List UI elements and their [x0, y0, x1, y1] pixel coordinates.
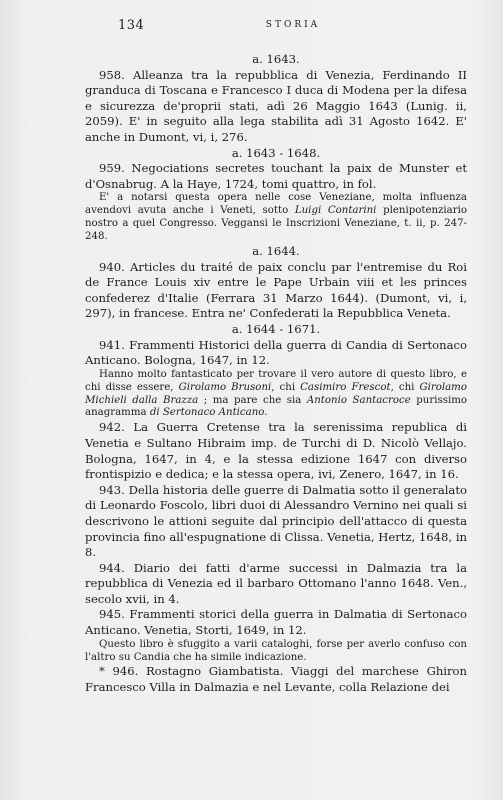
note-name: Girolamo Michieli dalla Brazza	[85, 381, 467, 406]
running-title: STORIA	[265, 20, 321, 30]
page-header	[118, 18, 468, 34]
entry-959: 959. Negociations secretes touchant la paix de Munster et d'Osnabrug. A la Haye, 1724, tomi quattro, in fol.	[85, 161, 467, 191]
entry-946: * 946. Rostagno Giambatista. Viaggi del marchese Ghiron Francesco Villa in Dalmazia e nel Levante, colla Relazione dei	[85, 664, 467, 695]
note-name: Girolamo Brusoni	[178, 381, 272, 393]
page-body	[85, 52, 467, 696]
year-heading: a. 1644 - 1671.	[231, 321, 321, 336]
entry-943: 943. Della historia delle guerre di Dalmatia sotto il generalato di Leonardo Foscolo, libri duoi di Alessandro Vernino nei quali si descrivono le attioni seguite dal principio dell'attacco di questa provincia fino all'espugnatione di Clissa. Venetia, Hertz, 1648, in 8.	[85, 482, 467, 560]
note-text: purissimo anagramma	[85, 394, 467, 419]
note-945: Questo libro è sfuggito a varii cataloghi, forse per averlo confuso con l'altro su Candia che ha simile indicazione.	[85, 638, 467, 663]
entry-940: 940. Articles du traité de paix conclu par l'entremise du Roi de France Louis xiv entre le Pape Urbain viii et les princes confederez d'Italie (Ferrara 31 Marzo 1644). (Dumont, vi, i, 297), in francese. Entra ne' Confederati la Repubblica Veneta.	[85, 259, 467, 321]
entry-941: 941. Frammenti Historici della guerra di Candia di Sertonaco Anticano. Bologna, 1647, in 12.	[85, 337, 467, 368]
note-959	[85, 192, 467, 244]
year-heading: a. 1643.	[252, 52, 300, 66]
note-text: E' a notarsi questa opera nelle cose Veneziane, molta influenza avendovi avuta anche i Veneti, sotto	[85, 192, 467, 217]
page-number: 134	[118, 18, 145, 33]
note-text: , chi	[390, 381, 420, 393]
note-941	[85, 369, 467, 421]
year-heading: a. 1643 - 1648.	[231, 145, 321, 160]
entry-942: 942. La Guerra Cretense tra la serenissima republica di Venetia e Sultano Hibraim imp. de Turchi di D. Nicolò Vellajo. Bologna, 1647, in 4, e la stessa edizione 1647 con diverso frontispizio e dedica; e la stessa opera, ivi, Zenero, 1647, in 16.	[85, 420, 467, 482]
note-text: ; ma pare che sia	[198, 394, 307, 406]
note-name: Luigi Contarini	[294, 205, 377, 217]
entry-945: 945. Frammenti storici della guerra in Dalmatia di Sertonaco Anticano. Venetia, Storti, 1649, in 12.	[85, 607, 467, 638]
note-text: , chi	[271, 381, 301, 393]
note-name: di Sertonaco Anticano.	[149, 407, 268, 419]
note-text: Hanno molto fantasticato per trovare il vero autore di questo libro, e chi disse essere,	[85, 368, 467, 393]
year-heading: a. 1644.	[252, 243, 300, 258]
note-name: Casimiro Frescot	[300, 381, 391, 393]
entry-944: 944. Diario dei fatti d'arme successi in Dalmazia tra la repubblica di Venezia ed il barbaro Ottomano l'anno 1648. Ven., secolo xvii, in 4.	[85, 560, 467, 606]
note-name: Antonio Santacroce	[306, 394, 411, 406]
note-text: plenipotenziario nostro a quel Congresso. Veggansi le Inscrizioni Veneziane, t. ii, p. 247-248.	[85, 205, 467, 243]
entry-958: 958. Alleanza tra la repubblica di Venezia, Ferdinando II granduca di Toscana e Francesco I duca di Modena per la difesa e sicurezza de'proprii stati, adì 26 Maggio 1643 (Lunig. ii, 2059). E' in seguito alla lega stabilita adì 31 Agosto 1642. E' anche in Dumont, vi, i, 276.	[85, 67, 467, 144]
